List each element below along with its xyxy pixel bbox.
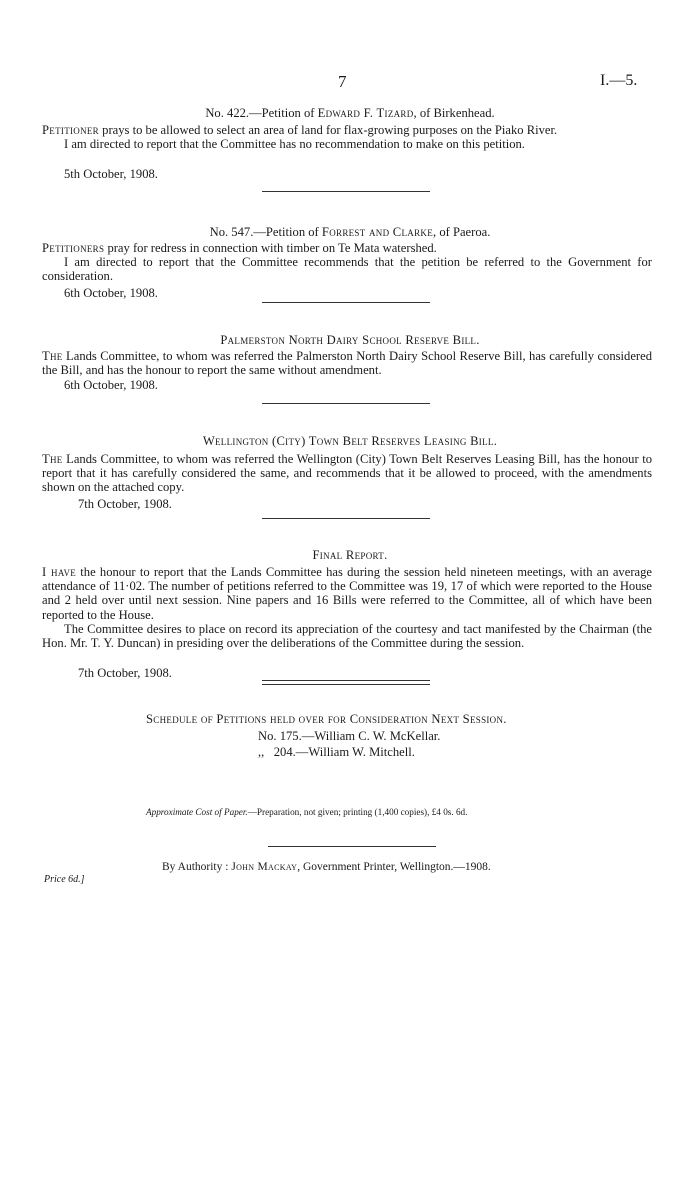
palmerston-body: The Lands Committee, to whom was referred the Palmerston North Dairy School Reserve Bill, has carefully considered the Bill, and has the honour to report the same without amendment.: [42, 349, 652, 378]
tizard-date: 5th October, 1908.: [64, 167, 158, 181]
wellington-date: 7th October, 1908.: [78, 497, 172, 511]
tizard-body: Petitioner prays to be allowed to select an area of land for flax-growing purposes on the Piako River. I am directed to report that the Committee has no recommendation to make on this petition.: [42, 123, 558, 152]
wellington-heading: Wellington (City) Town Belt Reserves Leasing Bill.: [202, 434, 498, 448]
schedule-heading: Schedule of Petitions held over for Consideration Next Session.: [146, 712, 507, 726]
divider: [268, 846, 436, 847]
cost-of-paper: Approximate Cost of Paper.—Preparation, not given; printing (1,400 copies), £4 0s. 6d.: [146, 807, 468, 817]
palmerston-heading: Palmerston North Dairy School Reserve Bill.: [220, 333, 480, 347]
forrest-body: Petitioners pray for redress in connection with timber on Te Mata watershed. I am directed to report that the Committee recommends that the petition be referred to the Government for consideration.: [42, 241, 652, 284]
imprint: By Authority : John Mackay, Government Printer, Wellington.—1908.: [162, 861, 491, 873]
divider: [262, 191, 430, 192]
double-divider-top: [262, 680, 430, 681]
series-number: I.—5.: [600, 72, 638, 89]
double-divider-bottom: [262, 684, 430, 685]
final-report-date: 7th October, 1908.: [78, 666, 172, 680]
wellington-body: The Lands Committee, to whom was referred the Wellington (City) Town Belt Reserves Leasing Bill, has the honour to report that it has carefully considered the same, and recommends that it be allowed to proceed, with the amendments shown on the attached copy.: [42, 452, 652, 495]
forrest-date: 6th October, 1908.: [64, 286, 158, 300]
forrest-heading: No. 547.—Petition of Forrest and Clarke, of Paeroa.: [209, 225, 491, 239]
divider: [262, 403, 430, 404]
page-number: 7: [338, 72, 347, 91]
tizard-heading: No. 422.—Petition of Edward F. Tizard, of Birkenhead.: [205, 106, 495, 120]
final-report-body: I have the honour to report that the Lands Committee has during the session held nineteen meetings, with an average attendance of 11·02. The number of petitions referred to the Committee was 19, 17 of which were reported to the House and 2 held over until next session. Nine papers and 16 Bills were referred to the Committee, all of which have been reported to the House. The Committee desires to place on record its appreciation of the courtesy and tact manifested by the Chairman (the Hon. Mr. T. Y. Duncan) in presiding over the deliberations of the Committee during the session.: [42, 565, 652, 651]
price: Price 6d.]: [44, 874, 85, 885]
divider: [262, 518, 430, 519]
final-report-heading: Final Report.: [312, 548, 388, 562]
schedule-item: No. 175.—William C. W. McKellar.: [258, 729, 441, 743]
divider: [262, 302, 430, 303]
palmerston-date: 6th October, 1908.: [64, 378, 158, 392]
schedule-item: ,, 204.—William W. Mitchell.: [258, 745, 415, 759]
